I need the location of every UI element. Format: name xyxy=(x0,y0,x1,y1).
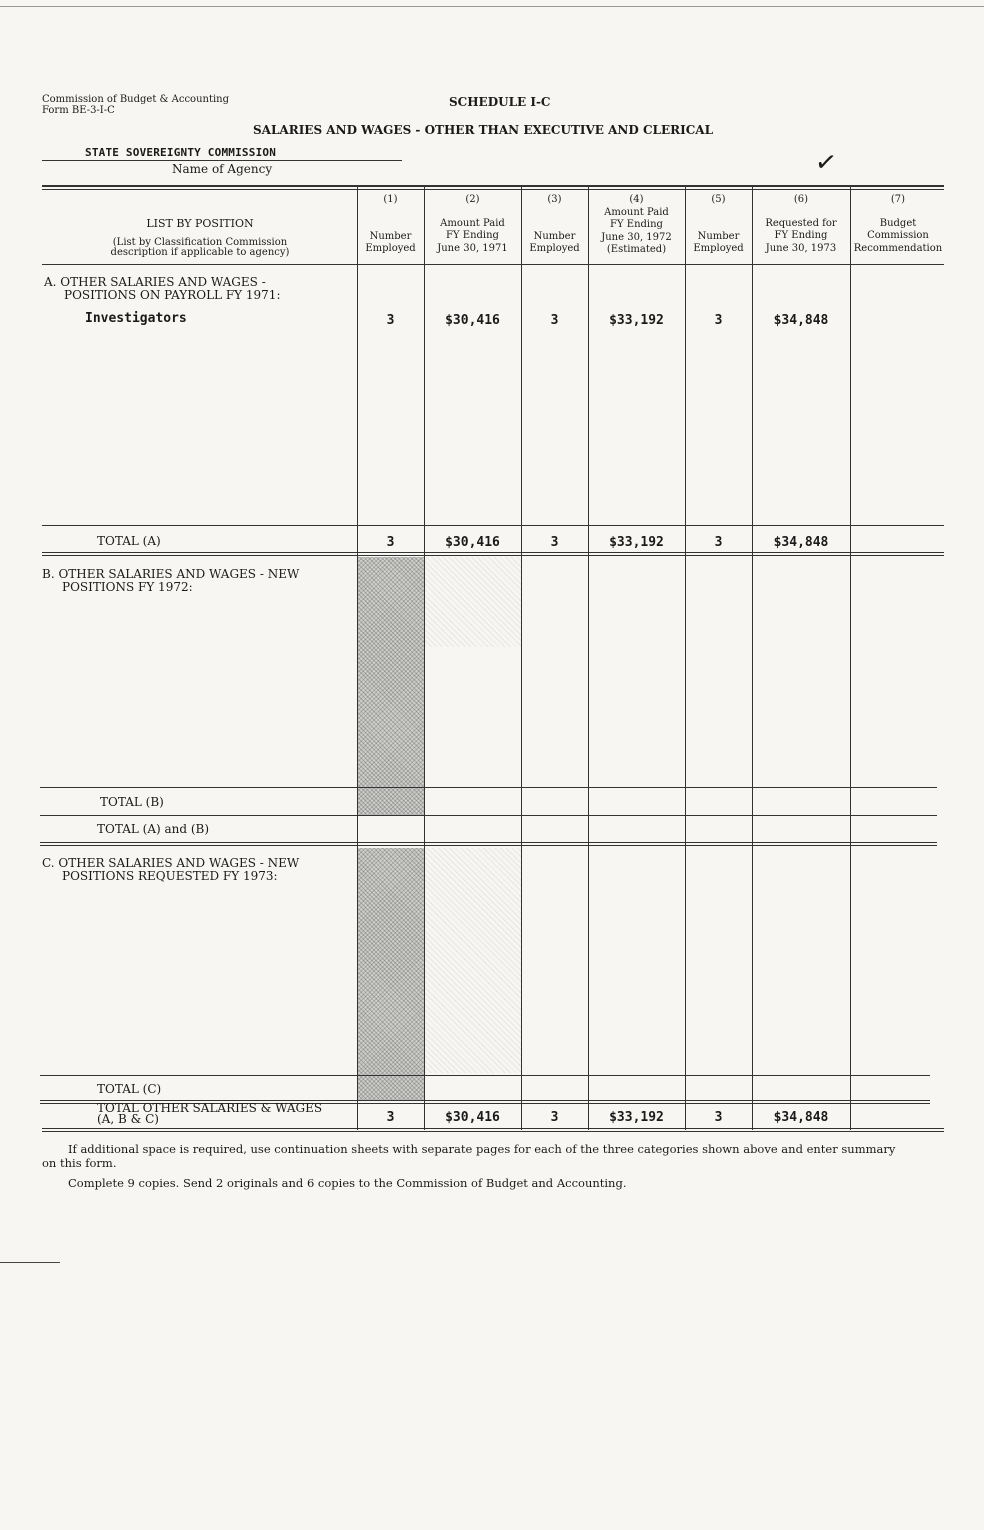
total-a-bottom-rule xyxy=(42,552,944,553)
section-b-label xyxy=(42,568,299,594)
list-title: LIST BY POSITION xyxy=(146,217,254,230)
section-c-line1: C. OTHER SALARIES AND WAGES - NEW xyxy=(42,856,300,870)
col3-line2: Employed xyxy=(529,243,580,254)
col5-line1: Number xyxy=(697,230,740,242)
total-a-c3: 3 xyxy=(550,535,559,550)
grand-total-c4: $33,192 xyxy=(609,1110,664,1125)
col1-header xyxy=(357,194,424,256)
col7-line2: Commission xyxy=(867,230,929,241)
col5-number: (5) xyxy=(711,194,726,205)
col6-header xyxy=(752,194,850,255)
faint-block-c xyxy=(425,848,521,1073)
total-a-c2: $30,416 xyxy=(445,535,500,550)
header-bottom-rule xyxy=(42,264,944,265)
table-top-rule-2 xyxy=(42,189,944,190)
check-mark: ✓ xyxy=(813,146,839,180)
table-bottom-rule-2 xyxy=(42,1131,944,1132)
agency-name-value: STATE SOVEREIGNTY COMMISSION xyxy=(85,146,277,159)
col7-line3: Recommendation xyxy=(853,242,943,254)
position-name: Investigators xyxy=(85,311,187,326)
agency-underline xyxy=(42,160,402,161)
col-divider-7 xyxy=(850,186,851,1130)
section-a-line2: POSITIONS ON PAYROLL FY 1971: xyxy=(64,288,281,302)
footer-note-1 xyxy=(42,1142,922,1170)
scan-mark xyxy=(0,1262,60,1263)
shaded-block-c xyxy=(358,848,424,1100)
grand-total-c5: 3 xyxy=(714,1110,723,1125)
total-a-bottom-rule-2 xyxy=(42,555,944,556)
grand-total-c3: 3 xyxy=(550,1110,559,1125)
form-number: Form BE-3-I-C xyxy=(42,105,115,116)
row-c4: $33,192 xyxy=(609,313,664,328)
total-ab-bottom-rule-2 xyxy=(40,845,937,846)
col4-number: (4) xyxy=(629,194,644,205)
section-a-line1: A. OTHER SALARIES AND WAGES - xyxy=(44,275,266,289)
col2-line1: Amount Paid xyxy=(440,217,505,229)
section-b-line2: POSITIONS FY 1972: xyxy=(62,580,193,594)
total-ab-label: TOTAL (A) and (B) xyxy=(97,822,210,836)
row-c6: $34,848 xyxy=(773,313,829,328)
col6-line2: FY Ending xyxy=(774,230,828,241)
row-c2: $30,416 xyxy=(445,313,500,328)
issuer-line: Commission of Budget & Accounting xyxy=(42,94,230,105)
col1-line2: Employed xyxy=(365,243,416,254)
col2-number: (2) xyxy=(465,194,480,205)
table-bottom-rule xyxy=(42,1128,944,1129)
agency-name-label: Name of Agency xyxy=(172,162,273,176)
col6-number: (6) xyxy=(793,194,809,205)
row-c3: 3 xyxy=(550,313,559,328)
col4-line2: FY Ending xyxy=(610,219,663,230)
section-c-line2: POSITIONS REQUESTED FY 1973: xyxy=(62,869,278,883)
section-a-label xyxy=(44,276,281,302)
col4-line3: June 30, 1972 xyxy=(601,231,672,243)
grand-total-c6: $34,848 xyxy=(773,1110,829,1125)
list-note-1: (List by Classification Commission xyxy=(112,236,288,248)
total-c-label: TOTAL (C) xyxy=(97,1082,162,1096)
row-c1: 3 xyxy=(386,313,395,328)
total-c-top-rule xyxy=(40,1075,930,1076)
col3-header xyxy=(521,194,588,256)
section-c-label xyxy=(42,857,299,883)
col2-header xyxy=(424,194,521,255)
total-b-top-rule xyxy=(40,787,937,788)
total-b-label: TOTAL (B) xyxy=(100,795,164,809)
list-note-2: description if applicable to agency) xyxy=(110,247,290,258)
col2-line2: FY Ending xyxy=(446,230,499,241)
col7-line1: Budget xyxy=(879,217,917,229)
total-a-top-rule xyxy=(42,525,944,526)
col5-header xyxy=(685,194,752,256)
grand-total-line1: TOTAL OTHER SALARIES & WAGES xyxy=(97,1101,323,1115)
grand-total-c1: 3 xyxy=(386,1110,395,1125)
total-ab-bottom-rule xyxy=(40,842,937,843)
list-by-position-header xyxy=(60,218,340,260)
grand-total-c2: $30,416 xyxy=(445,1110,500,1125)
table-top-rule xyxy=(42,185,944,187)
col7-header xyxy=(850,194,946,255)
page-title: SALARIES AND WAGES - OTHER THAN EXECUTIVE AND CLERICAL xyxy=(253,123,714,137)
total-a-label: TOTAL (A) xyxy=(97,534,161,548)
top-scan-edge xyxy=(0,6,984,7)
col3-number: (3) xyxy=(547,194,562,205)
col3-line1: Number xyxy=(533,230,576,242)
col6-line1: Requested for xyxy=(765,217,837,229)
grand-total-line2: (A, B & C) xyxy=(97,1112,159,1126)
col2-line3: June 30, 1971 xyxy=(437,242,508,254)
col7-number: (7) xyxy=(890,194,906,205)
schedule-label: SCHEDULE I-C xyxy=(449,95,551,109)
form-issuer xyxy=(42,94,229,116)
shaded-block-b xyxy=(358,557,424,815)
total-a-c5: 3 xyxy=(714,535,723,550)
col6-line3: June 30, 1973 xyxy=(765,242,837,254)
total-a-c1: 3 xyxy=(386,535,395,550)
row-c5: 3 xyxy=(714,313,723,328)
section-b-line1: B. OTHER SALARIES AND WAGES - NEW xyxy=(42,567,300,581)
footer-note-1-line1: If additional space is required, use continuation sheets with separate pages for each of the three categories shown above and enter summary xyxy=(68,1142,896,1156)
grand-total-label xyxy=(97,1103,322,1125)
col1-line1: Number xyxy=(369,230,412,242)
col4-line1: Amount Paid xyxy=(604,206,669,218)
col4-line4: (Estimated) xyxy=(606,244,667,255)
col5-line2: Employed xyxy=(693,243,744,254)
footer-note-2: Complete 9 copies. Send 2 originals and 6 copies to the Commission of Budget and Accounting. xyxy=(68,1176,627,1190)
col4-header xyxy=(588,194,685,257)
total-a-c4: $33,192 xyxy=(609,535,664,550)
col1-number: (1) xyxy=(383,194,398,205)
total-a-c6: $34,848 xyxy=(773,535,829,550)
total-b-bottom-rule xyxy=(40,815,937,816)
faint-block-b xyxy=(425,557,521,647)
footer-note-1-line2: on this form. xyxy=(42,1156,117,1170)
